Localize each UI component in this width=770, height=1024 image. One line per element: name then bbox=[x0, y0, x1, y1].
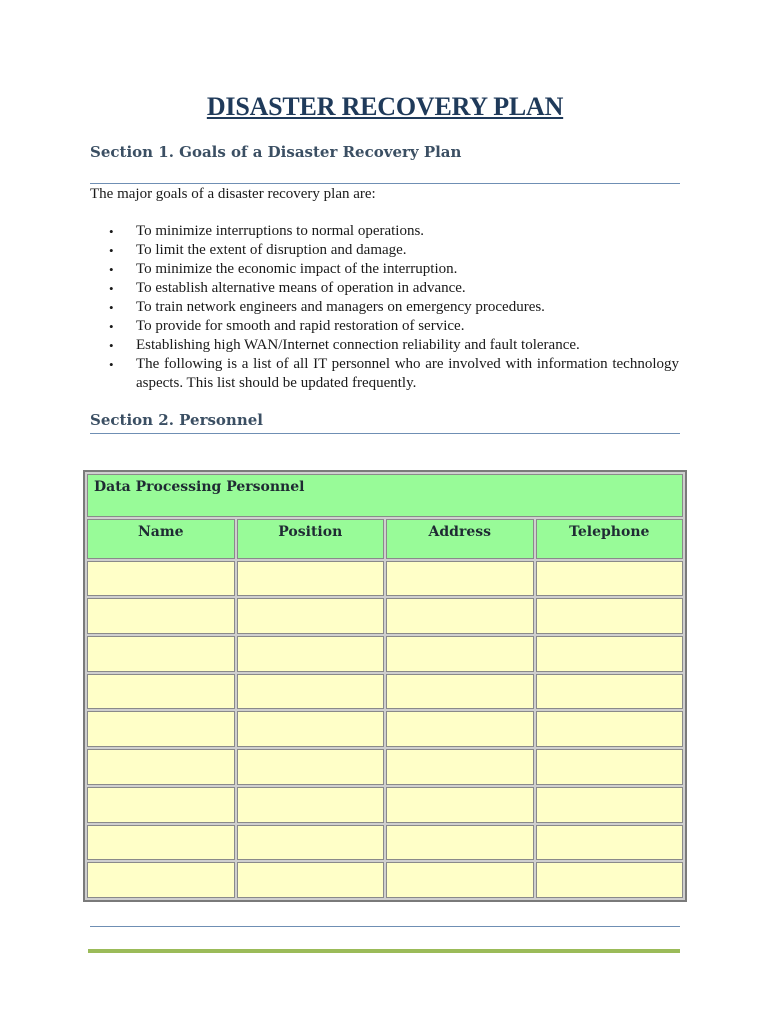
goal-text: The following is a list of all IT personnel who are involved with information technology aspects. This list should be updated frequently. bbox=[136, 356, 679, 391]
telephone-cell[interactable] bbox=[536, 787, 684, 823]
table-row bbox=[87, 561, 683, 597]
telephone-cell[interactable] bbox=[536, 711, 684, 747]
position-cell[interactable] bbox=[237, 825, 385, 861]
column-header-address: Address bbox=[386, 519, 534, 559]
table-row bbox=[87, 598, 683, 634]
name-cell[interactable] bbox=[87, 598, 235, 634]
table-row bbox=[87, 674, 683, 710]
position-cell[interactable] bbox=[237, 749, 385, 785]
goal-text: To minimize the economic impact of the interruption. bbox=[136, 261, 458, 277]
telephone-cell[interactable] bbox=[536, 598, 684, 634]
address-cell[interactable] bbox=[386, 711, 534, 747]
name-cell[interactable] bbox=[87, 711, 235, 747]
table-row bbox=[87, 711, 683, 747]
telephone-cell[interactable] bbox=[536, 749, 684, 785]
bullet-icon: • bbox=[109, 262, 114, 277]
telephone-cell[interactable] bbox=[536, 636, 684, 672]
telephone-cell[interactable] bbox=[536, 674, 684, 710]
bullet-icon: • bbox=[109, 319, 114, 334]
telephone-cell[interactable] bbox=[536, 561, 684, 597]
section-2-divider bbox=[90, 433, 680, 434]
position-cell[interactable] bbox=[237, 711, 385, 747]
position-cell[interactable] bbox=[237, 787, 385, 823]
position-cell[interactable] bbox=[237, 862, 385, 898]
goal-item bbox=[109, 241, 679, 260]
address-cell[interactable] bbox=[386, 598, 534, 634]
document-title: DISASTER RECOVERY PLAN bbox=[206, 92, 564, 121]
position-cell[interactable] bbox=[237, 561, 385, 597]
closing-divider bbox=[90, 926, 680, 927]
address-cell[interactable] bbox=[386, 862, 534, 898]
goal-item bbox=[109, 222, 679, 241]
name-cell[interactable] bbox=[87, 636, 235, 672]
goals-list bbox=[109, 222, 679, 393]
footer-accent-bar bbox=[88, 949, 680, 953]
name-cell[interactable] bbox=[87, 561, 235, 597]
bullet-icon: • bbox=[109, 243, 114, 258]
goal-item bbox=[109, 260, 679, 279]
goal-text: To limit the extent of disruption and damage. bbox=[136, 242, 407, 258]
name-cell[interactable] bbox=[87, 825, 235, 861]
telephone-cell[interactable] bbox=[536, 862, 684, 898]
goal-item bbox=[109, 279, 679, 298]
goal-text: To train network engineers and managers on emergency procedures. bbox=[136, 299, 545, 315]
goal-text: To provide for smooth and rapid restoration of service. bbox=[136, 318, 465, 334]
personnel-table bbox=[85, 472, 685, 900]
bullet-icon: • bbox=[109, 338, 114, 353]
goal-item bbox=[109, 298, 679, 317]
position-cell[interactable] bbox=[237, 636, 385, 672]
address-cell[interactable] bbox=[386, 749, 534, 785]
column-header-position: Position bbox=[237, 519, 385, 559]
bullet-icon: • bbox=[109, 300, 114, 315]
personnel-table-frame bbox=[83, 470, 687, 902]
table-caption: Data Processing Personnel bbox=[87, 474, 683, 517]
telephone-cell[interactable] bbox=[536, 825, 684, 861]
goals-intro: The major goals of a disaster recovery plan are: bbox=[90, 186, 376, 202]
section-1-divider bbox=[90, 183, 680, 184]
address-cell[interactable] bbox=[386, 561, 534, 597]
column-header-telephone: Telephone bbox=[536, 519, 684, 559]
name-cell[interactable] bbox=[87, 862, 235, 898]
goal-text: To establish alternative means of operation in advance. bbox=[136, 280, 466, 296]
name-cell[interactable] bbox=[87, 787, 235, 823]
goal-item bbox=[109, 355, 679, 393]
section-1-heading: Section 1. Goals of a Disaster Recovery Plan bbox=[90, 143, 462, 161]
bullet-icon: • bbox=[109, 357, 114, 372]
goal-item bbox=[109, 317, 679, 336]
goal-text: Establishing high WAN/Internet connection reliability and fault tolerance. bbox=[136, 337, 580, 353]
bullet-icon: • bbox=[109, 281, 114, 296]
section-2-heading: Section 2. Personnel bbox=[90, 411, 263, 429]
bullet-icon: • bbox=[109, 224, 114, 239]
address-cell[interactable] bbox=[386, 787, 534, 823]
goal-item bbox=[109, 336, 679, 355]
name-cell[interactable] bbox=[87, 749, 235, 785]
position-cell[interactable] bbox=[237, 674, 385, 710]
position-cell[interactable] bbox=[237, 598, 385, 634]
table-row bbox=[87, 787, 683, 823]
table-row bbox=[87, 862, 683, 898]
address-cell[interactable] bbox=[386, 674, 534, 710]
address-cell[interactable] bbox=[386, 636, 534, 672]
address-cell[interactable] bbox=[386, 825, 534, 861]
table-row bbox=[87, 825, 683, 861]
goal-text: To minimize interruptions to normal operations. bbox=[136, 223, 425, 239]
column-header-name: Name bbox=[87, 519, 235, 559]
name-cell[interactable] bbox=[87, 674, 235, 710]
table-row bbox=[87, 749, 683, 785]
table-row bbox=[87, 636, 683, 672]
